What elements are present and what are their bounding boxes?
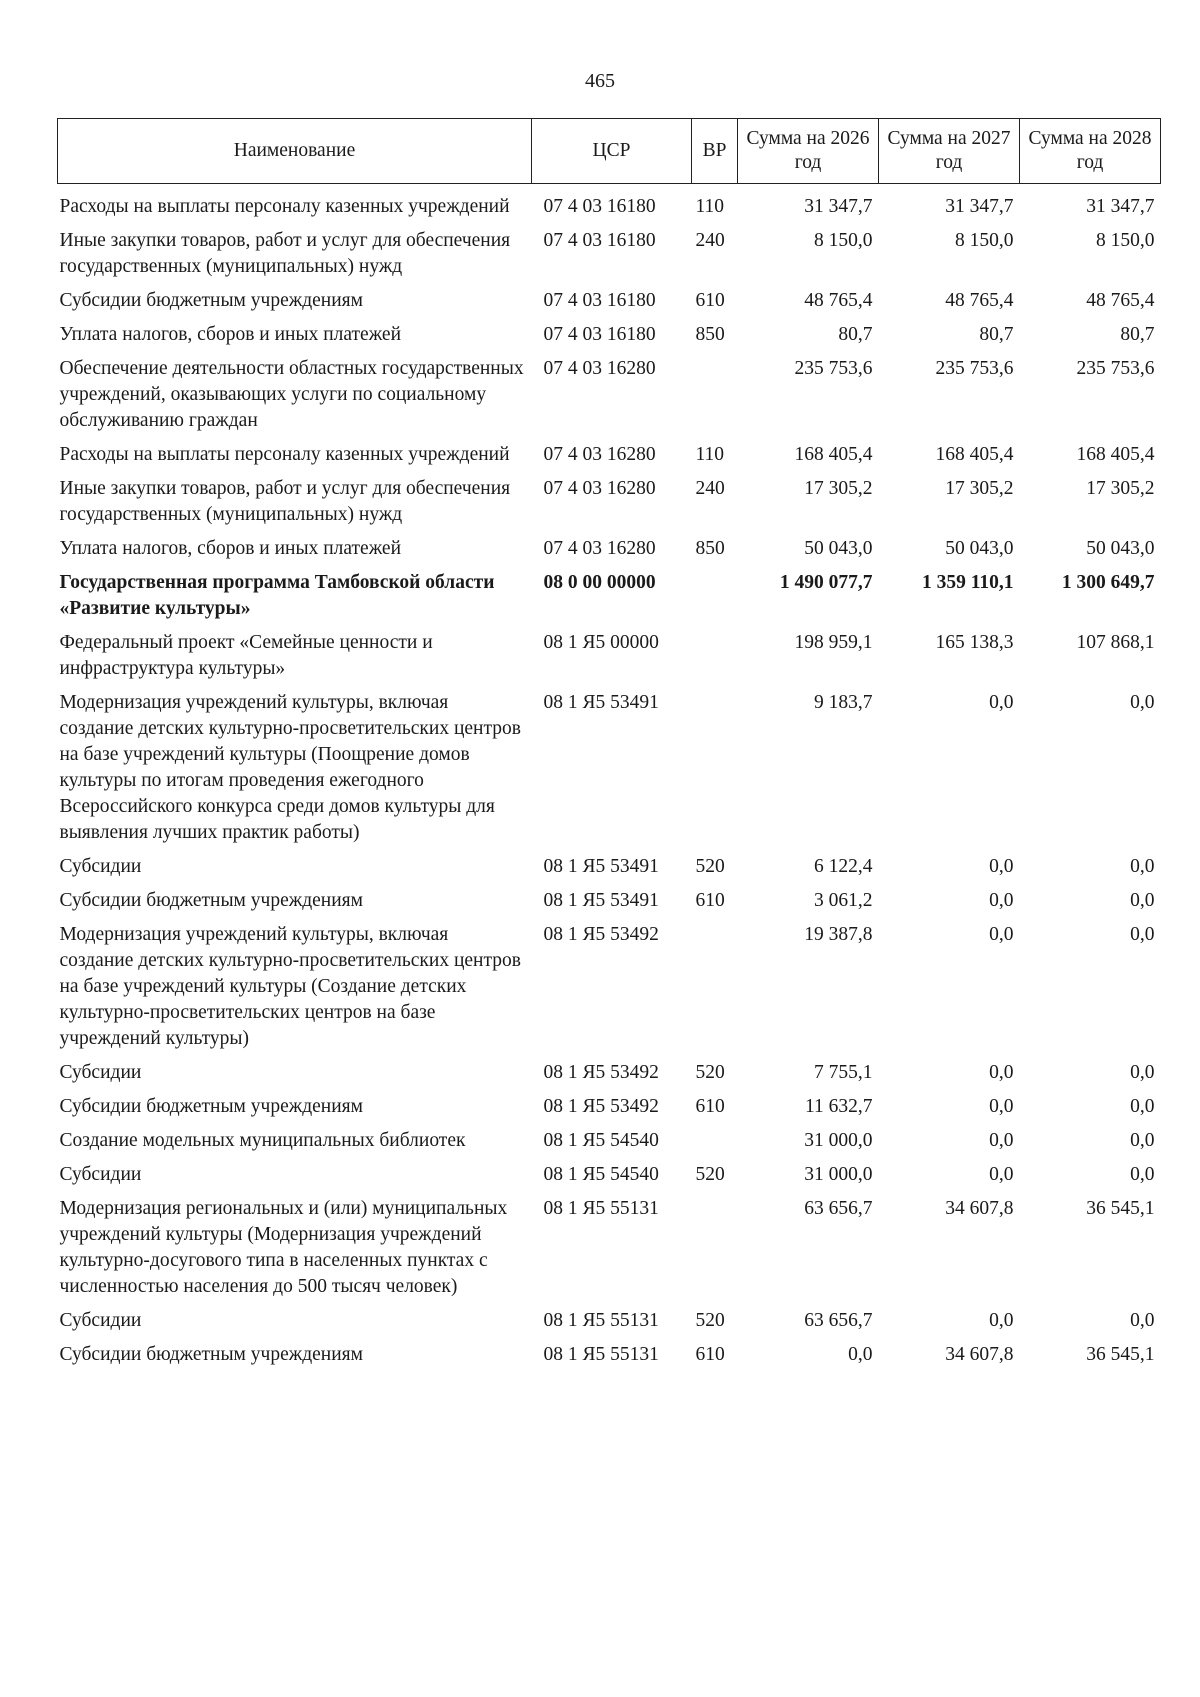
cell-sum-2026: 63 656,7 xyxy=(804,1198,873,1219)
cell-sum-2028: 0,0 xyxy=(1130,1130,1155,1151)
cell-sum-2026: 9 183,7 xyxy=(814,692,873,713)
table-row xyxy=(58,532,1161,566)
cell-sum-2026: 31 000,0 xyxy=(804,1130,873,1151)
cell-sum-2028: 0,0 xyxy=(1130,856,1155,877)
table-row xyxy=(58,566,1161,626)
cell-sum-2027: 0,0 xyxy=(989,1130,1014,1151)
cell-csr: 07 4 03 16180 xyxy=(543,290,656,311)
cell-sum-2027: 0,0 xyxy=(989,1310,1014,1331)
cell-vr: 110 xyxy=(695,196,725,217)
cell-name: Субсидии xyxy=(59,1062,142,1083)
cell-sum-2027: 34 607,8 xyxy=(945,1344,1014,1365)
cell-sum-2027: 17 305,2 xyxy=(945,478,1014,499)
cell-name: Уплата налогов, сборов и иных платежей xyxy=(59,538,402,559)
cell-sum-2028: 0,0 xyxy=(1130,890,1155,911)
cell-name: Модернизация учреждений культуры, включая создание детских культурно-просветительских центров на базе учреждений культуры (Поощрение домов культуры по итогам проведения ежегодного Всероссийского конкурса среди домов культуры для выявления лучших практик работы) xyxy=(59,692,521,843)
budget-table xyxy=(57,118,1161,1372)
cell-sum-2028: 168 405,4 xyxy=(1076,444,1155,465)
page-number: 465 xyxy=(585,70,615,92)
cell-name: Расходы на выплаты персоналу казенных учреждений xyxy=(59,444,510,465)
cell-csr: 07 4 03 16280 xyxy=(543,358,656,379)
cell-csr: 07 4 03 16180 xyxy=(543,230,656,251)
table-row xyxy=(58,1124,1161,1158)
cell-name: Субсидии бюджетным учреждениям xyxy=(59,290,363,311)
table-row xyxy=(58,686,1161,850)
cell-csr: 07 4 03 16280 xyxy=(543,538,656,559)
cell-sum-2026: 50 043,0 xyxy=(804,538,873,559)
table-row xyxy=(58,850,1161,884)
table-row xyxy=(58,318,1161,352)
header-row xyxy=(58,119,1161,184)
cell-sum-2028: 0,0 xyxy=(1130,924,1155,945)
cell-name: Иные закупки товаров, работ и услуг для обеспечения государственных (муниципальных) нужд xyxy=(59,230,511,277)
cell-sum-2027: 0,0 xyxy=(989,1062,1014,1083)
table-row xyxy=(58,1304,1161,1338)
table-row xyxy=(58,918,1161,1056)
cell-name: Обеспечение деятельности областных государственных учреждений, оказывающих услуги по социальному обслуживанию граждан xyxy=(59,358,524,431)
cell-vr: 610 xyxy=(695,890,725,911)
cell-sum-2027: 0,0 xyxy=(989,856,1014,877)
table-row xyxy=(58,184,1161,225)
cell-sum-2027: 0,0 xyxy=(989,692,1014,713)
table-row xyxy=(58,626,1161,686)
cell-csr: 07 4 03 16280 xyxy=(543,478,656,499)
cell-csr: 07 4 03 16180 xyxy=(543,324,656,345)
cell-sum-2027: 168 405,4 xyxy=(935,444,1014,465)
cell-sum-2028: 80,7 xyxy=(1120,324,1155,345)
cell-vr: 520 xyxy=(695,1310,725,1331)
cell-sum-2026: 48 765,4 xyxy=(804,290,873,311)
cell-sum-2028: 1 300 649,7 xyxy=(1061,572,1155,593)
cell-sum-2028: 50 043,0 xyxy=(1086,538,1155,559)
cell-sum-2026: 0,0 xyxy=(848,1344,873,1365)
cell-sum-2027: 0,0 xyxy=(989,1164,1014,1185)
cell-vr: 850 xyxy=(695,324,725,345)
cell-sum-2026: 19 387,8 xyxy=(804,924,873,945)
cell-csr: 08 1 Я5 53491 xyxy=(543,692,659,713)
header-sum-2026: Сумма на 2026 год xyxy=(738,119,879,184)
table-row xyxy=(58,472,1161,532)
cell-name: Субсидии xyxy=(59,1310,142,1331)
cell-csr: 08 1 Я5 53492 xyxy=(543,924,659,945)
cell-vr xyxy=(692,352,738,438)
cell-sum-2027: 80,7 xyxy=(979,324,1014,345)
cell-csr: 08 1 Я5 54540 xyxy=(543,1164,659,1185)
cell-csr: 08 1 Я5 54540 xyxy=(543,1130,659,1151)
cell-sum-2026: 31 347,7 xyxy=(804,196,873,217)
cell-name: Субсидии бюджетным учреждениям xyxy=(59,1344,363,1365)
cell-name: Модернизация учреждений культуры, включая создание детских культурно-просветительских центров на базе учреждений культуры (Создание детских культурно-просветительских центров на базе учреждений культуры) xyxy=(59,924,521,1049)
cell-name: Субсидии бюджетным учреждениям xyxy=(59,1096,363,1117)
cell-sum-2028: 107 868,1 xyxy=(1076,632,1155,653)
cell-sum-2027: 0,0 xyxy=(989,1096,1014,1117)
table-row xyxy=(58,284,1161,318)
table-row xyxy=(58,884,1161,918)
cell-name: Модернизация региональных и (или) муниципальных учреждений культуры (Модернизация учреждений культурно-досугового типа в населенных пунктах с численностью населения до 500 тысяч человек) xyxy=(59,1198,508,1297)
cell-sum-2027: 34 607,8 xyxy=(945,1198,1014,1219)
cell-sum-2026: 7 755,1 xyxy=(814,1062,873,1083)
cell-name: Уплата налогов, сборов и иных платежей xyxy=(59,324,402,345)
cell-sum-2027: 8 150,0 xyxy=(955,230,1014,251)
cell-vr: 610 xyxy=(695,290,725,311)
cell-sum-2026: 235 753,6 xyxy=(794,358,873,379)
cell-vr xyxy=(692,918,738,1056)
cell-csr: 08 0 00 00000 xyxy=(543,572,656,593)
cell-sum-2026: 168 405,4 xyxy=(794,444,873,465)
cell-sum-2026: 6 122,4 xyxy=(814,856,873,877)
cell-name: Создание модельных муниципальных библиотек xyxy=(59,1130,466,1151)
cell-sum-2026: 80,7 xyxy=(838,324,873,345)
table-header xyxy=(58,119,1161,184)
cell-vr xyxy=(692,1192,738,1304)
cell-csr: 08 1 Я5 53492 xyxy=(543,1096,659,1117)
cell-csr: 07 4 03 16280 xyxy=(543,444,656,465)
cell-sum-2026: 17 305,2 xyxy=(804,478,873,499)
cell-sum-2026: 31 000,0 xyxy=(804,1164,873,1185)
cell-sum-2028: 0,0 xyxy=(1130,1164,1155,1185)
table-body xyxy=(58,184,1161,1373)
cell-vr xyxy=(692,626,738,686)
table-row xyxy=(58,352,1161,438)
cell-sum-2027: 235 753,6 xyxy=(935,358,1014,379)
cell-vr xyxy=(692,566,738,626)
cell-sum-2028: 36 545,1 xyxy=(1086,1198,1155,1219)
cell-sum-2027: 0,0 xyxy=(989,924,1014,945)
header-sum-2028: Сумма на 2028 год xyxy=(1020,119,1161,184)
cell-sum-2027: 50 043,0 xyxy=(945,538,1014,559)
cell-sum-2028: 17 305,2 xyxy=(1086,478,1155,499)
cell-vr: 520 xyxy=(695,856,725,877)
cell-vr: 240 xyxy=(695,478,725,499)
cell-sum-2026: 198 959,1 xyxy=(794,632,873,653)
cell-name: Субсидии xyxy=(59,1164,142,1185)
cell-csr: 08 1 Я5 55131 xyxy=(543,1310,659,1331)
cell-sum-2026: 1 490 077,7 xyxy=(779,572,873,593)
cell-vr: 610 xyxy=(695,1344,725,1365)
cell-csr: 08 1 Я5 53491 xyxy=(543,856,659,877)
cell-csr: 08 1 Я5 53491 xyxy=(543,890,659,911)
cell-name: Расходы на выплаты персоналу казенных учреждений xyxy=(59,196,510,217)
table-row xyxy=(58,224,1161,284)
cell-sum-2028: 48 765,4 xyxy=(1086,290,1155,311)
cell-name: Федеральный проект «Семейные ценности и инфраструктура культуры» xyxy=(59,632,433,679)
cell-sum-2027: 1 359 110,1 xyxy=(921,572,1014,593)
cell-sum-2026: 63 656,7 xyxy=(804,1310,873,1331)
cell-vr xyxy=(692,1124,738,1158)
cell-sum-2028: 235 753,6 xyxy=(1076,358,1155,379)
cell-name: Субсидии бюджетным учреждениям xyxy=(59,890,363,911)
cell-sum-2027: 48 765,4 xyxy=(945,290,1014,311)
cell-vr: 520 xyxy=(695,1062,725,1083)
table-row xyxy=(58,1158,1161,1192)
cell-csr: 07 4 03 16180 xyxy=(543,196,656,217)
cell-sum-2028: 36 545,1 xyxy=(1086,1344,1155,1365)
cell-sum-2028: 0,0 xyxy=(1130,1096,1155,1117)
cell-vr xyxy=(692,686,738,850)
cell-sum-2027: 31 347,7 xyxy=(945,196,1014,217)
cell-sum-2028: 0,0 xyxy=(1130,692,1155,713)
header-csr: ЦСР xyxy=(532,119,692,184)
cell-csr: 08 1 Я5 53492 xyxy=(543,1062,659,1083)
cell-sum-2026: 11 632,7 xyxy=(804,1096,873,1117)
cell-sum-2028: 8 150,0 xyxy=(1096,230,1155,251)
cell-sum-2027: 165 138,3 xyxy=(935,632,1014,653)
cell-sum-2028: 0,0 xyxy=(1130,1062,1155,1083)
header-vr: ВР xyxy=(692,119,738,184)
cell-csr: 08 1 Я5 55131 xyxy=(543,1198,659,1219)
cell-sum-2026: 3 061,2 xyxy=(814,890,873,911)
cell-name: Иные закупки товаров, работ и услуг для обеспечения государственных (муниципальных) нужд xyxy=(59,478,511,525)
cell-vr: 610 xyxy=(695,1096,725,1117)
cell-vr: 240 xyxy=(695,230,725,251)
cell-name: Субсидии xyxy=(59,856,142,877)
cell-vr: 520 xyxy=(695,1164,725,1185)
table-row xyxy=(58,1338,1161,1372)
table-row xyxy=(58,1056,1161,1090)
table-row xyxy=(58,438,1161,472)
cell-csr: 08 1 Я5 00000 xyxy=(543,632,659,653)
cell-sum-2028: 0,0 xyxy=(1130,1310,1155,1331)
cell-sum-2027: 0,0 xyxy=(989,890,1014,911)
header-name: Наименование xyxy=(58,119,532,184)
cell-name: Государственная программа Тамбовской области «Развитие культуры» xyxy=(59,572,495,619)
cell-vr: 850 xyxy=(695,538,725,559)
header-sum-2027: Сумма на 2027 год xyxy=(879,119,1020,184)
cell-csr: 08 1 Я5 55131 xyxy=(543,1344,659,1365)
cell-vr: 110 xyxy=(695,444,725,465)
table-row xyxy=(58,1192,1161,1304)
cell-sum-2028: 31 347,7 xyxy=(1086,196,1155,217)
cell-sum-2026: 8 150,0 xyxy=(814,230,873,251)
table-row xyxy=(58,1090,1161,1124)
